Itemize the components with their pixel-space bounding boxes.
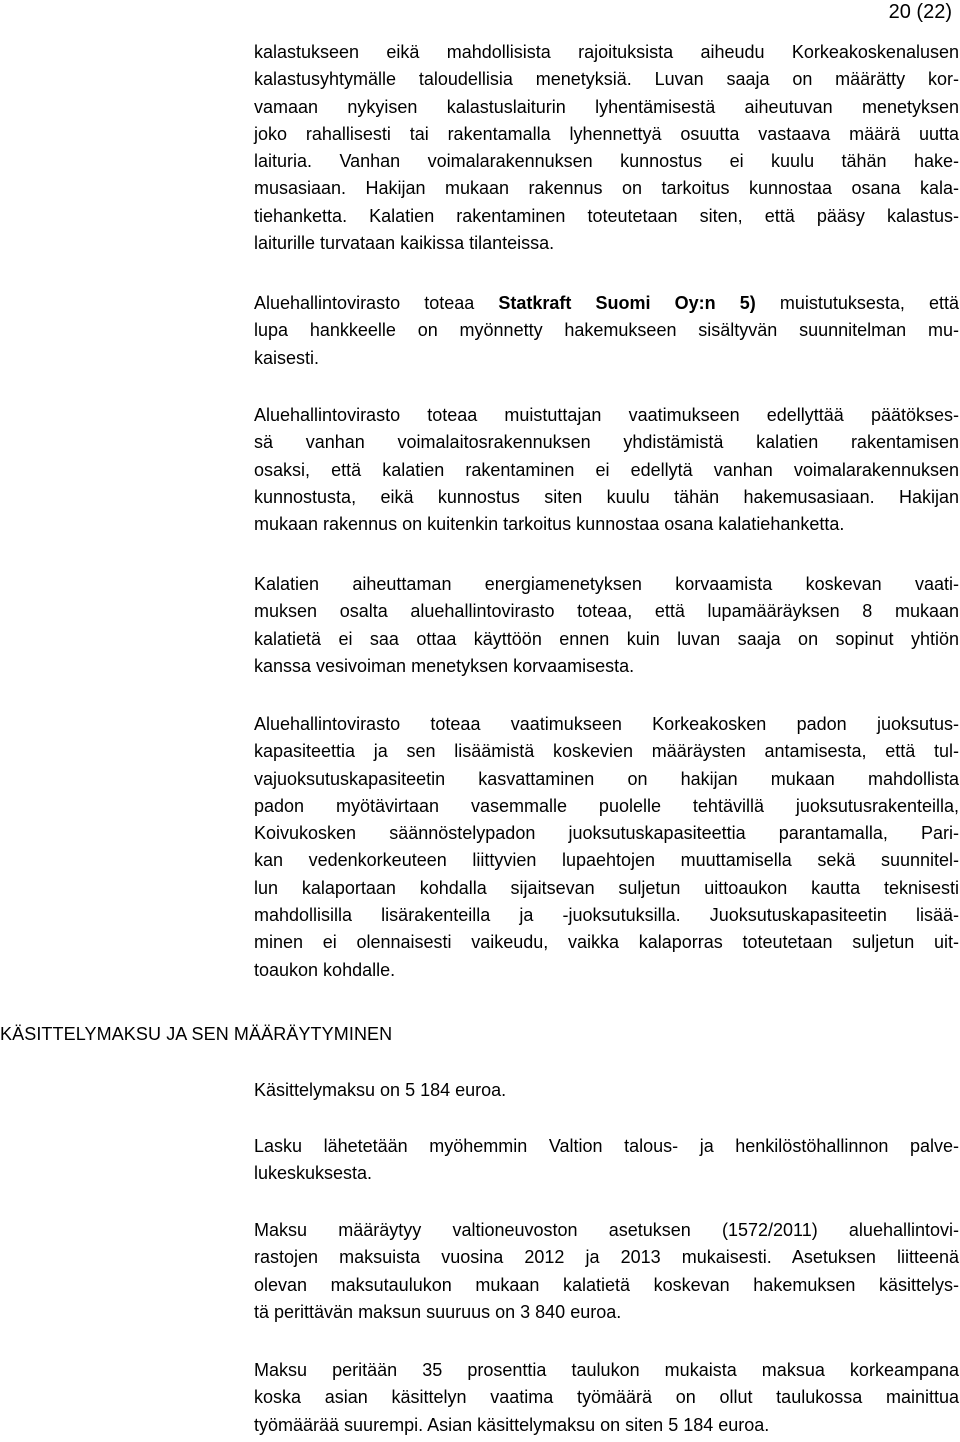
section-heading: KÄSITTELYMAKSU JA SEN MÄÄRÄYTYMINEN <box>0 1024 393 1044</box>
paragraph-old-power-building <box>254 402 959 538</box>
paragraph-statkraft <box>254 290 959 372</box>
text-line <box>254 290 959 317</box>
text-line: laituria. Vanhan voimalarakennuksen kunnostus ei kuulu tähän hake- <box>254 151 959 172</box>
paragraph-invoice <box>254 1133 959 1188</box>
text-line: mahdollisilla lisärakenteilla ja -juoksutuksilla. Juoksutuskapasiteetin lisää- <box>254 905 959 926</box>
text-line: osaksi, että kalatien rakentaminen ei edellytä vanhan voimalarakennuksen <box>254 459 959 480</box>
text-line: Maksu peritään 35 prosenttia taulukon mukaista maksua korkeampana <box>254 1360 959 1380</box>
text-line: toaukon kohdalle. <box>254 959 396 980</box>
text-line: muksen osalta aluehallintovirasto toteaa, että lupamääräyksen 8 mukaan <box>254 601 959 622</box>
text-line: lukeskuksesta. <box>254 1163 373 1184</box>
text-line: kan vedenkorkeuteen liittyvien lupaehtojen muuttamisella sekä suunnitel- <box>254 850 959 871</box>
paragraph-fishing-pier <box>254 39 959 257</box>
paragraph-fee-amount <box>254 1077 959 1104</box>
paragraph-fee-basis <box>254 1217 959 1326</box>
text-line: rastojen maksuista vuosina 2012 ja 2013 mukaisesti. Asetuksen liitteenä <box>254 1247 959 1268</box>
text-line: lupa hankkeelle on myönnetty hakemukseen sisältyvän suunnitelman mu- <box>254 320 959 341</box>
text-line: musasiaan. Hakijan mukaan rakennus on tarkoitus kunnostaa osana kala- <box>254 178 959 199</box>
text-line: lun kalaportaan kohdalla sijaitsevan suljetun uittoaukon kautta teknisesti <box>254 877 959 898</box>
text-line: Lasku lähetetään myöhemmin Valtion talous- ja henkilöstöhallinnon palve- <box>254 1136 959 1156</box>
text-line: työmäärää suurempi. Asian käsittelymaksu on siten 5 184 euroa. <box>254 1414 770 1435</box>
text-line: sä vanhan voimalaitosrakennuksen yhdistämistä kalatien rakentamisen <box>254 432 959 453</box>
text-line: laiturille turvataan kaikissa tilanteissa. <box>254 233 555 254</box>
text-line: vamaan nykyisen kalastuslaiturin lyhentämisestä aiheutuvan menetyksen <box>254 96 959 117</box>
text-line: kapasiteettia ja sen lisäämistä koskevien määräysten antamisesta, että tul- <box>254 741 959 762</box>
paragraph-discharge-capacity <box>254 711 959 984</box>
text-segment: muistutuksesta, että <box>755 293 960 313</box>
text-line: Koivukosken säännöstelypadon juoksutuskapasiteettia parantamalla, Pari- <box>254 823 959 844</box>
text-line: kalatietä ei saa ottaa käyttöön ennen kuin luvan saaja on sopinut yhtiön <box>254 628 959 649</box>
text-line: padon myötävirtaan vasemmalle puolelle tehtävillä juoksutusrakenteilla, <box>254 795 959 816</box>
text-line: kunnostusta, eikä kunnostus siten kuulu tähän hakemusasiaan. Hakijan <box>254 486 959 507</box>
text-line: minen ei olennaisesti vaikeudu, vaikka kalaporras toteutetaan suljetun uit- <box>254 932 959 953</box>
text-line: kalastusyhtymälle taloudellisia menetyksiä. Luvan saaja on määrätty kor- <box>254 69 959 90</box>
text-line: olevan maksutaulukon mukaan kalatietä koskevan hakemuksen käsittelys- <box>254 1274 959 1295</box>
text-line: Aluehallintovirasto toteaa muistuttajan vaatimukseen edellyttää päätökses- <box>254 405 959 425</box>
text-line: mukaan rakennus on kuitenkin tarkoitus kunnostaa osana kalatiehanketta. <box>254 514 845 535</box>
text-line: kanssa vesivoiman menetyksen korvaamisesta. <box>254 655 635 676</box>
page-number: 20 (22) <box>888 1 952 23</box>
text-line: Aluehallintovirasto toteaa vaatimukseen Korkeakosken padon juoksutus- <box>254 714 959 734</box>
paragraph-energy-loss <box>254 571 959 680</box>
text-line: kaisesti. <box>254 347 320 368</box>
text-line: tä perittävän maksun suuruus on 3 840 euroa. <box>254 1301 622 1322</box>
text-segment: Aluehallintovirasto toteaa <box>254 293 499 313</box>
text-line: Maksu määräytyy valtioneuvoston asetuksen (1572/2011) aluehallintovi- <box>254 1220 959 1240</box>
text-line: koska asian käsittelyn vaatima työmäärä on ollut taulukossa mainittua <box>254 1387 959 1408</box>
objector-name: Statkraft Suomi Oy:n 5) <box>498 293 756 313</box>
text-line: joko rahallisesti tai rakentamalla lyhennettyä osuutta vastaava määrä uutta <box>254 123 959 144</box>
paragraph-fee-increase <box>254 1357 959 1439</box>
text-line: vajuoksutuskapasiteetin kasvattaminen on hakijan mukaan mahdollista <box>254 768 959 789</box>
text-line: Käsittelymaksu on 5 184 euroa. <box>254 1080 507 1100</box>
text-line: Kalatien aiheuttaman energiamenetyksen korvaamista koskevan vaati- <box>254 574 959 594</box>
text-line: kalastukseen eikä mahdollisista rajoituksista aiheudu Korkeakoskenalusen <box>254 42 959 62</box>
text-line: tiehanketta. Kalatien rakentaminen toteutetaan siten, että pääsy kalastus- <box>254 205 959 226</box>
